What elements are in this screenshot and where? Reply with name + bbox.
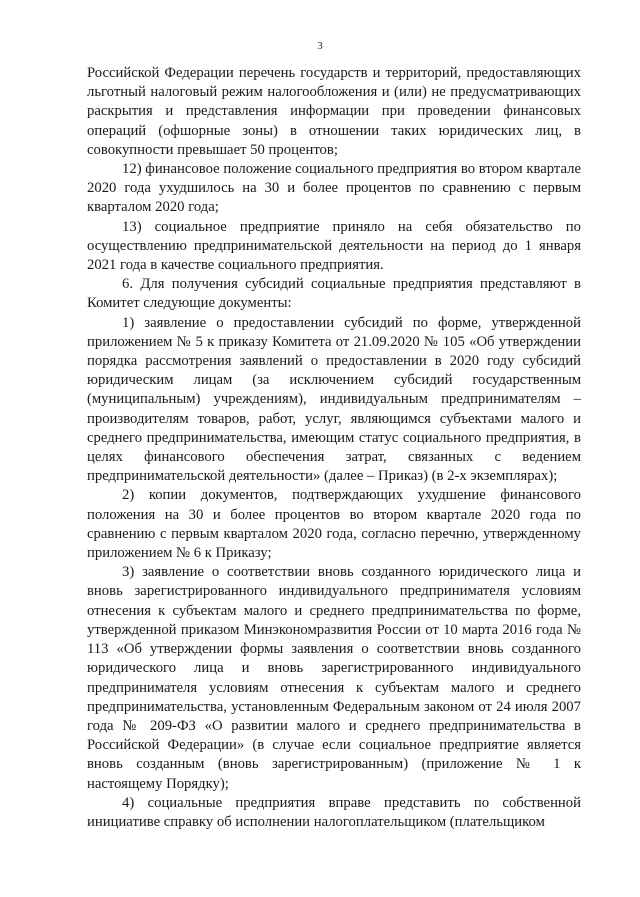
document-body [87,64,581,832]
paragraph-doc-item-1: 1) заявление о предоставлении субсидий по форме, утвержденной приложением № 5 к приказу Комитета от 21.09.2020 № 105 «Об утверждении порядка рассмотрения заявлений о предоставлении в 2020 году субсидий юридическим лицам (за исключением субсидий государственным (муниципальным) учреждениям), индивидуальным предпринимателям – производителям товаров, работ, услуг, являющимся субъектами малого и среднего предпринимательства, имеющим статус социального предприятия, в целях финансового обеспечения затрат, связанных с ведением предпринимательской деятельности» (далее – Приказ) (в 2-х экземплярах); [87,314,581,485]
paragraph-doc-item-2: 2) копии документов, подтверждающих ухудшение финансового положения на 30 и более процентов во втором квартале 2020 года по сравнению с первым кварталом 2020 года, согласно перечню, утвержденному приложением № 6 к Приказу; [87,487,581,562]
paragraph-section-6: 6. Для получения субсидий социальные предприятия представляют в Комитет следующие документы: [87,276,581,312]
paragraph-item-13: 13) социальное предприятие приняло на себя обязательство по осуществлению предпринимательской деятельности на период до 1 января 2021 года в качестве социального предприятия. [87,218,581,274]
paragraph-continuation: Российской Федерации перечень государств и территорий, предоставляющих льготный налоговый режим налогообложения и (или) не предусматривающих раскрытия и представления информации при проведении финансовых операций (офшорные зоны) в отношении таких юридических лиц, в совокупности превышает 50 процентов; [87,65,581,158]
paragraph-doc-item-4: 4) социальные предприятия вправе представить по собственной инициативе справку об исполнении налогоплательщиком (плательщиком [87,794,581,830]
page-number: 3 [317,40,323,52]
paragraph-item-12: 12) финансовое положение социального предприятия во втором квартале 2020 года ухудшилось на 30 и более процентов по сравнению с первым кварталом 2020 года; [87,161,581,216]
paragraph-doc-item-3: 3) заявление о соответствии вновь созданного юридического лица и вновь зарегистрированного индивидуального предпринимателя условиям отнесения к субъектам малого и среднего предпринимательства по форме, утвержденной приказом Минэкономразвития России от 10 марта 2016 года № 113 «Об утверждении формы заявления о соответствии вновь созданного юридического лица и вновь зарегистрированного индивидуального предпринимателя условиям отнесения к субъектам малого и среднего предпринимательства, установленным Федеральным законом от 24 июля 2007 года № 209-ФЗ «О развитии малого и среднего предпринимательства в Российской Федерации» (в случае если социальное предприятие является вновь созданным (вновь зарегистрированным) (приложение № 1 к настоящему Порядку); [87,564,581,792]
